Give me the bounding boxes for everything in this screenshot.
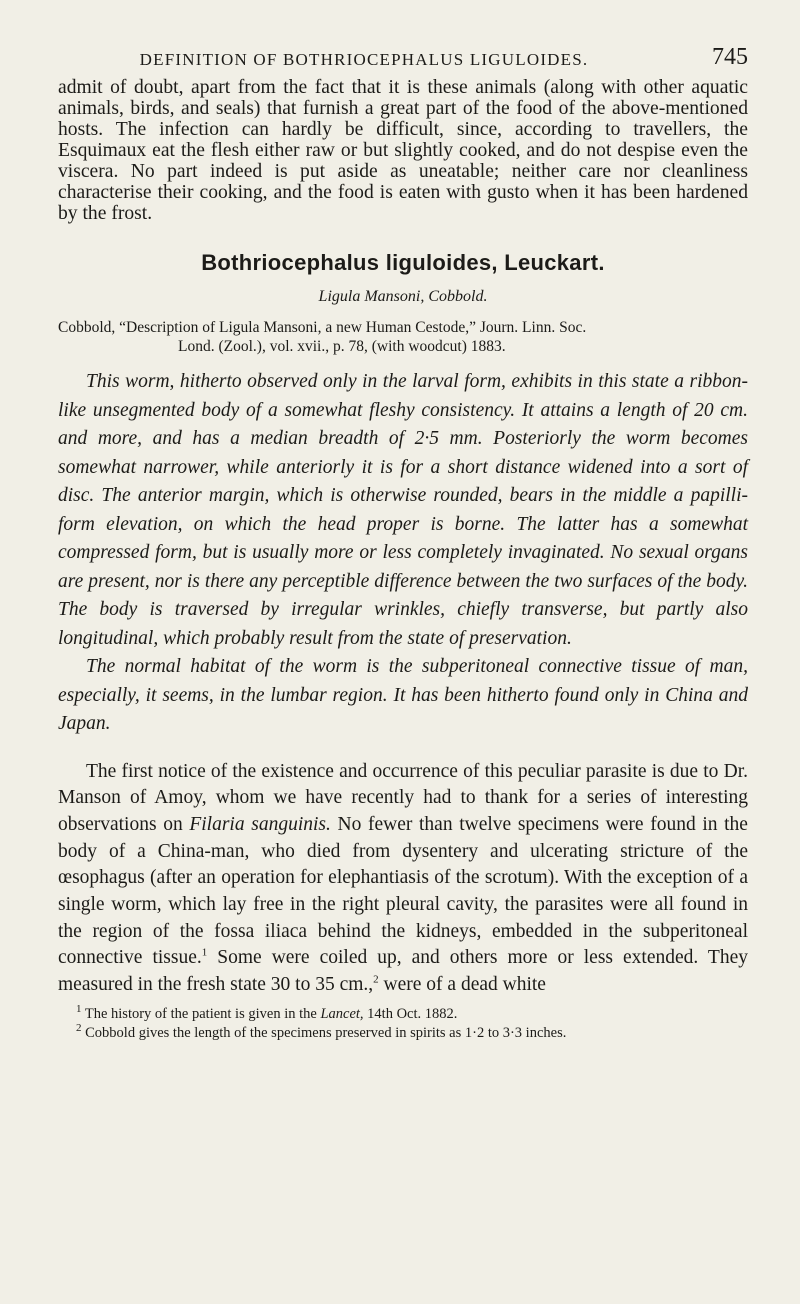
footnote-1-journal: Lancet, (320, 1005, 364, 1022)
reference-line-1: Cobbold, “Description of Ligula Mansoni, a new Human Cestode,” Journ. Linn. Soc. (58, 319, 587, 336)
synonym-line: Ligula Mansoni, Cobbold. (318, 288, 488, 305)
footnote-ref-1: 1 (201, 946, 208, 959)
main-text-part-2: No fewer than twelve specimens were found in the body of a China-man, who died from dysentery and ulcerating stricture of the œsophagus (after an operation for elephantiasis of the scrotum). With the exception of a single worm, which lay free in the right pleural cavity, the parasites were all found in the region of the fossa iliaca behind the kidneys, embedded in the subperitoneal connective tissue. (58, 813, 748, 969)
section-heading: Bothriocephalus liguloides, Leuckart. (201, 250, 605, 275)
continuation-paragraph: admit of doubt, apart from the fact that it is these animals (along with other aquatic animals, birds, and seals) that furnish a great part of the food of the above-mentioned hosts. The infection can hardly be difficult, since, according to travellers, the Esquimaux eat the flesh either raw or but slightly cooked, and do not despise even the viscera. No part indeed is put aside as uneatable; neither care nor cleanliness characterise their cooking, and the food is eaten with gusto when it has been hardened by the frost. (58, 77, 748, 224)
footnote-1-mark: 1 (76, 1003, 82, 1015)
footnote-2-text: Cobbold gives the length of the specimens preserved in spirits as 1·2 to 3·3 inches. (81, 1024, 567, 1041)
footnote-2 (58, 1024, 748, 1043)
filaria-name: Filaria sanguinis. (189, 813, 331, 835)
footnote-2-mark: 2 (76, 1022, 82, 1034)
footnote-ref-2: 2 (373, 973, 379, 986)
footnote-1 (58, 1005, 748, 1024)
footnote-1-text-a: The history of the patient is given in the (81, 1005, 321, 1022)
running-title: DEFINITION OF BOTHRIOCEPHALUS LIGULOIDES. (139, 50, 589, 69)
bibliographic-reference (58, 318, 748, 356)
page-number: 745 (712, 44, 748, 70)
main-text-part-1: The first notice of the existence and occurrence of this peculiar parasite is due to Dr. Manson of Amoy, whom we have recently had to thank for a series of interesting observations on (58, 760, 748, 835)
main-text-part-4: were of a dead white (378, 974, 546, 996)
reference-line-2: Lond. (Zool.), vol. xvii., p. 78, (with woodcut) 1883. (178, 338, 506, 355)
diagnosis-paragraph-2: The normal habitat of the worm is the subperitoneal connective tissue of man, especially, it seems, in the lumbar region. It has been hitherto found only in China and Japan. (58, 656, 748, 734)
footnotes (58, 1005, 748, 1043)
running-head (58, 40, 748, 76)
page-content (58, 40, 748, 1043)
footnote-1-text-b: 14th Oct. 1882. (363, 1005, 458, 1022)
main-paragraph (58, 759, 748, 999)
main-text-part-3: Some were coiled up, and others more or less extended. They measured in the fresh state 30 to 35 cm., (58, 947, 749, 996)
diagnosis-paragraph-1: This worm, hitherto observed only in the larval form, exhibits in this state a ribbon-like unsegmented body of a somewhat fleshy consistency. It attains a length of 20 cm. and more, and has a median breadth of 2·5 mm. Posteriorly the worm becomes somewhat narrower, while anteriorly it is for a short distance widened into a sort of disc. The anterior margin, which is otherwise rounded, bears in the middle a papilli-form elevation, on which the head proper is borne. The latter has a somewhat compressed form, but is usually more or less completely invaginated. No sexual organs are present, nor is there any perceptible difference between the two surfaces of the body. The body is traversed by irregular wrinkles, chiefly transverse, but partly also longitudinal, which probably result from the state of preservation. (58, 371, 748, 649)
